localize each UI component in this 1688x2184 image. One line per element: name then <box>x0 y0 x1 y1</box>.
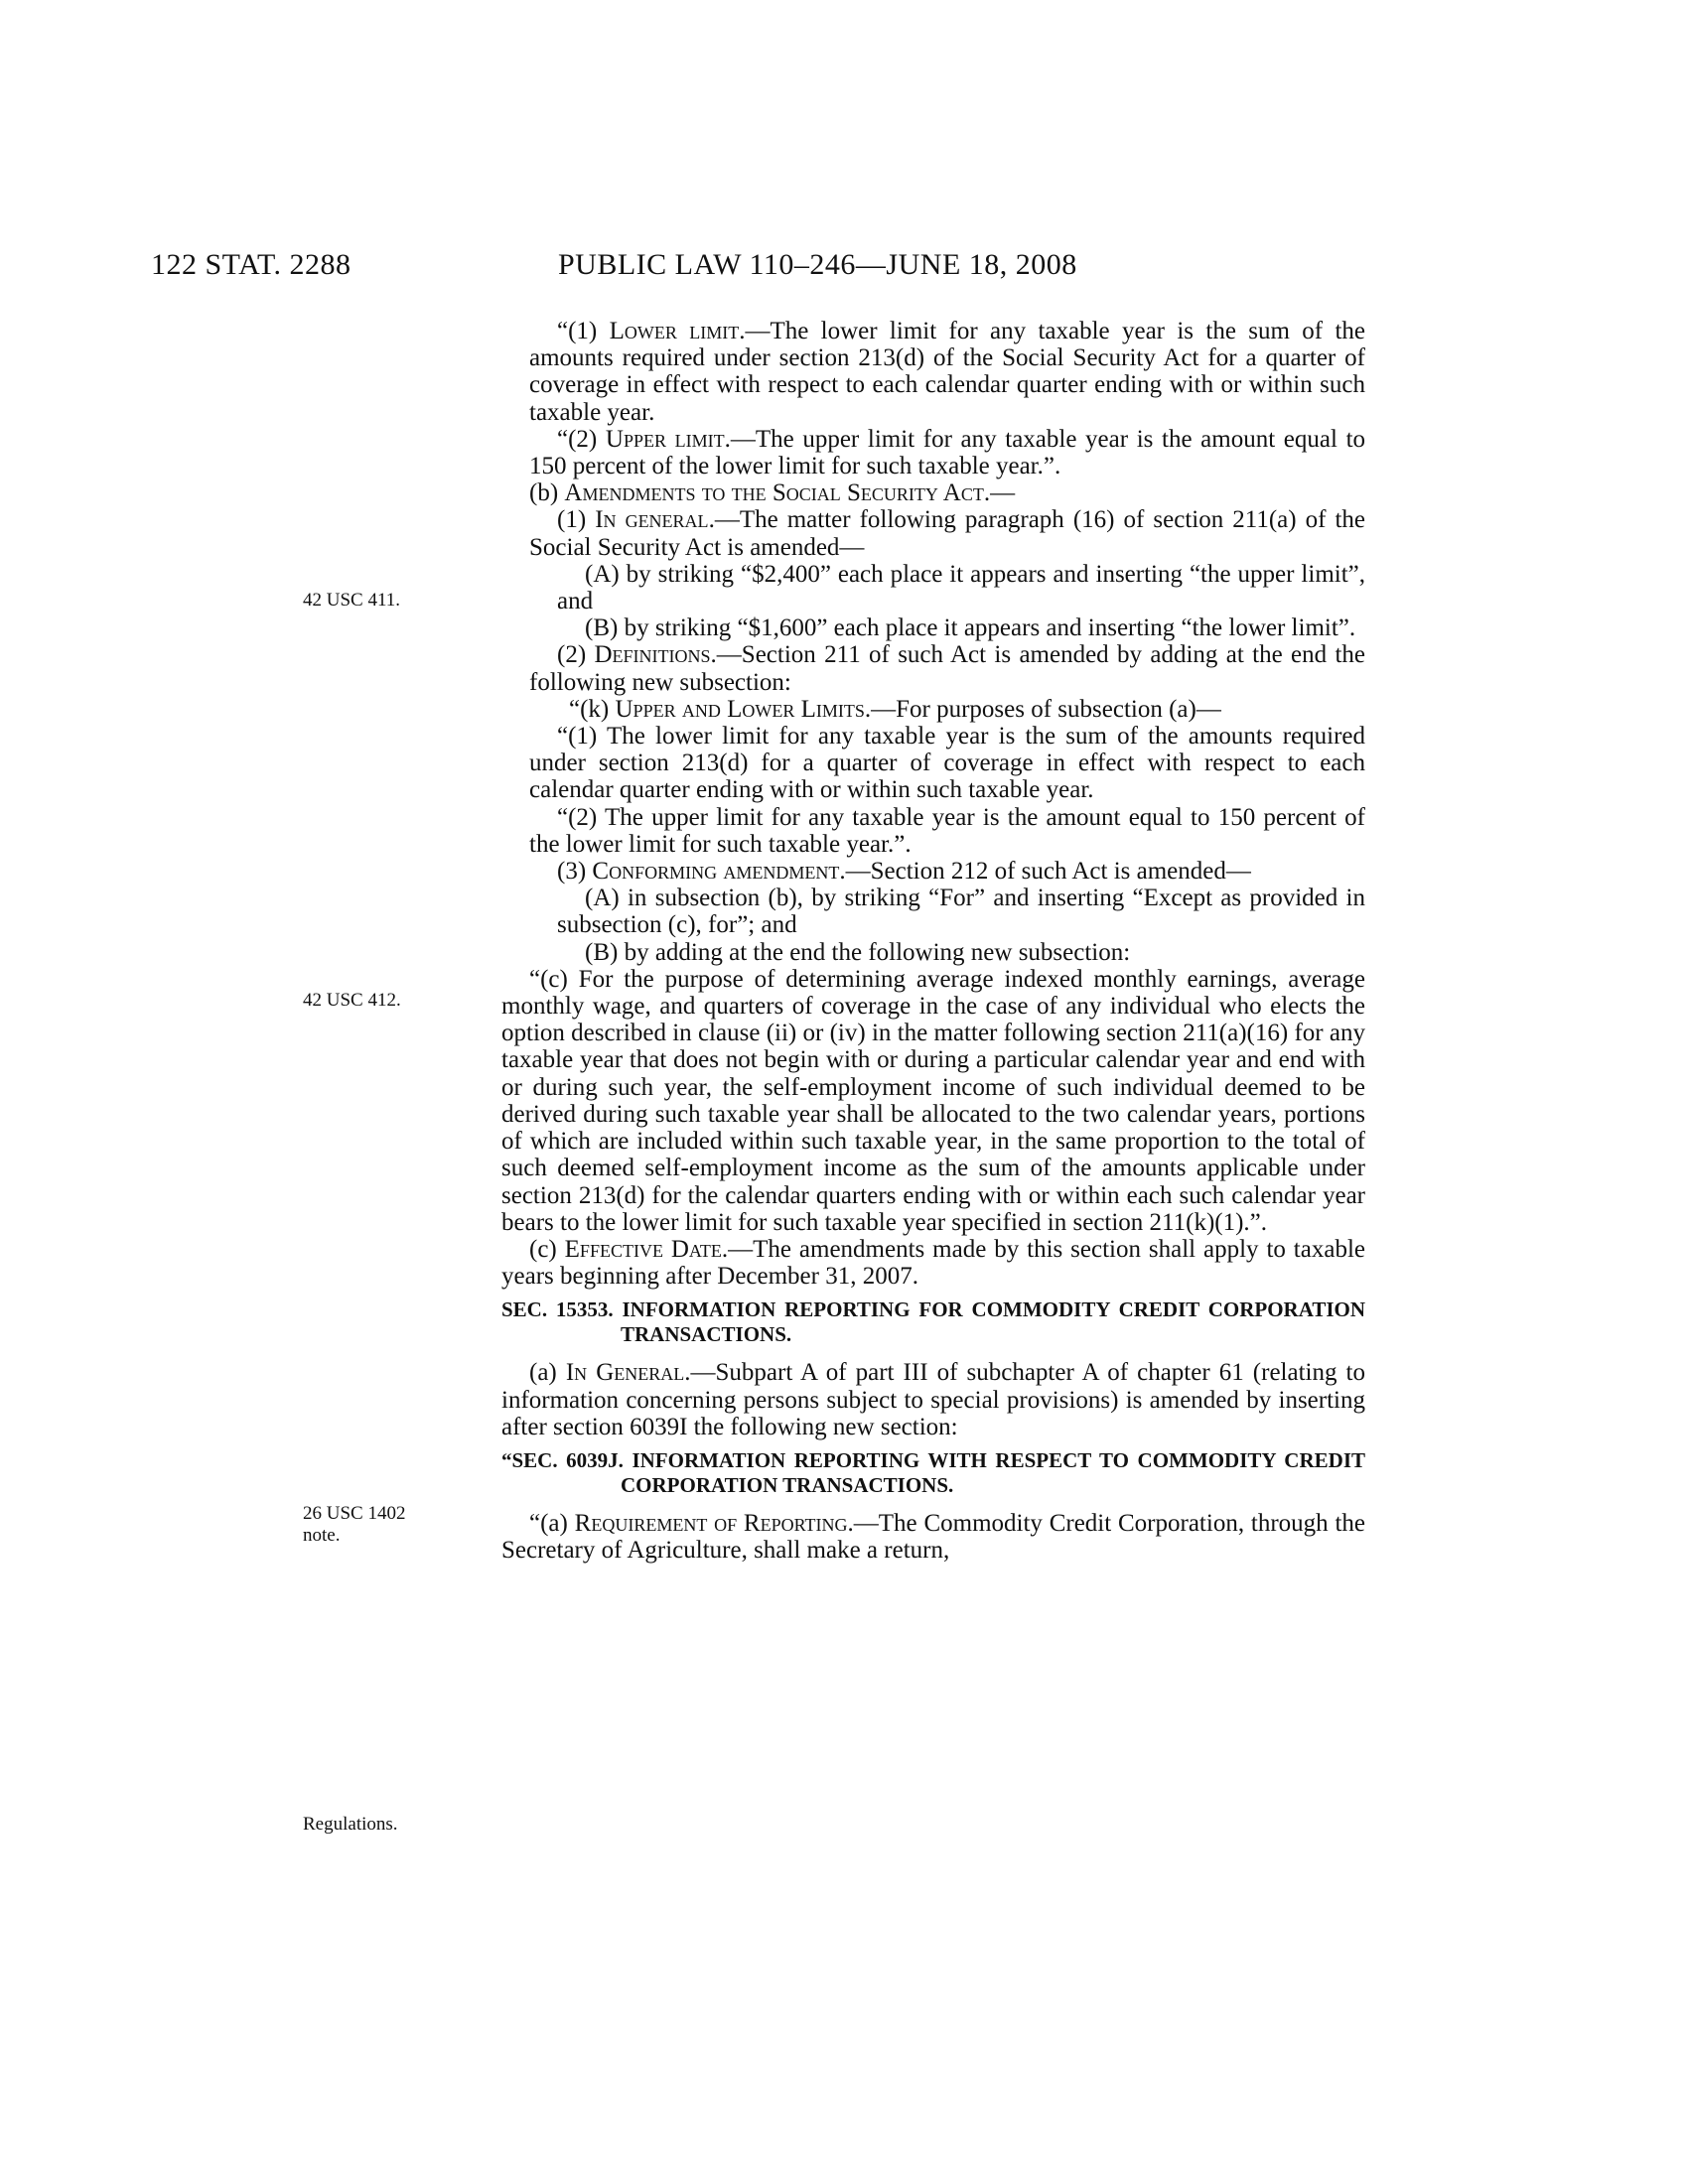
running-title: PUBLIC LAW 110–246—JUNE 18, 2008 <box>558 248 1077 281</box>
paragraph <box>501 426 1365 479</box>
margin-note-42-usc-411: 42 USC 411. <box>303 590 401 611</box>
paragraph <box>501 1510 1365 1564</box>
paragraph-text: .—Section 212 of such Act is amended— <box>839 858 1251 886</box>
paragraph-number: (1) <box>557 506 596 534</box>
paragraph-text: .— <box>983 479 1016 507</box>
margin-note-line: 26 USC 1402 <box>303 1503 406 1524</box>
paragraph-number: (a) <box>529 1359 566 1387</box>
paragraph-number: (b) <box>529 479 565 507</box>
paragraph-number: “(1) <box>557 318 610 344</box>
paragraph-number: “(a) <box>529 1509 575 1537</box>
paragraph: (B) by adding at the end the following new subsection: <box>585 938 1131 966</box>
margin-note-line: note. <box>303 1525 341 1546</box>
margin-note-26-usc-1402 <box>303 1503 452 1547</box>
paragraph: “(1) The lower limit for any taxable year is the sum of the amounts required under section 213(d) for a quarter of coverage in effect with respect to each calendar quarter ending with or within such taxable year. <box>529 723 1365 804</box>
paragraph-heading: Upper and Lower Limits <box>615 695 865 723</box>
paragraph-text: .—The amendments made by this section shall apply to taxable years beginning after December 31, 2007. <box>501 1235 1365 1291</box>
paragraph <box>462 696 1365 723</box>
paragraph-heading: Upper limit <box>605 425 725 453</box>
paragraph-number: (2) <box>557 641 595 669</box>
paragraph-heading: Conforming amendment <box>592 858 840 886</box>
paragraph: “(c) For the purpose of determining average indexed monthly earnings, average monthly wage, and quarters of coverage in the case of any individual who elects the option described in clause (ii) or (iv) in the matter following section 211(a)(16) for any taxable year that does not begin with or during a particular calendar year and end with or during such year, the self-employment income of such individual deemed to be derived during such taxable year shall be allocated to the two calendar years, portions of which are included within such taxable year, in the same proportion to the total of such deemed self-employment income as the sum of the amounts applicable under section 213(d) for the calendar quarters ending with or within each such calendar year bears to the lower limit for such taxable year specified in section 211(k)(1).”. <box>501 965 1365 1236</box>
paragraph-text: .—Section 211 of such Act is amended by adding at the end the following new subsection: <box>529 641 1365 696</box>
paragraph-number: (c) <box>529 1235 565 1263</box>
paragraph-heading: In general <box>595 506 709 534</box>
paragraph: (A) in subsection (b), by striking “For” and inserting “Except as provided in subsection (c), for”; and <box>557 885 1365 939</box>
paragraph <box>501 318 1365 426</box>
paragraph <box>501 641 1365 695</box>
paragraph-text: .—The lower limit for any taxable year is the sum of the amounts required under section 213(d) of the Social Security Act for a quarter of coverage in effect with respect to each calendar quarter ending with or within such taxable year. <box>529 318 1365 426</box>
paragraph <box>501 479 1365 506</box>
paragraph <box>501 1359 1365 1440</box>
paragraph <box>501 858 1365 885</box>
section-heading: SEC. 15353. INFORMATION REPORTING FOR COMMODITY CREDIT CORPORATION TRANSACTIONS. <box>501 1297 1365 1347</box>
statute-body <box>501 318 1365 1564</box>
paragraph-number: (3) <box>557 858 593 886</box>
paragraph: (B) by striking “$1,600” each place it appears and inserting “the lower limit”. <box>585 614 1356 642</box>
paragraph <box>501 506 1365 560</box>
paragraph-heading: Definitions <box>594 641 711 669</box>
section-heading: “SEC. 6039J. INFORMATION REPORTING WITH RESPECT TO COMMODITY CREDIT CORPORATION TRANSACTIONS. <box>501 1447 1365 1497</box>
paragraph-heading: Lower limit <box>609 318 740 344</box>
paragraph-number: “(2) <box>557 425 606 453</box>
paragraph-text: .—The upper limit for any taxable year is the amount equal to 150 percent of the lower limit for such taxable year.”. <box>529 425 1366 480</box>
paragraph-text: .—The Commodity Credit Corporation, through the Secretary of Agriculture, shall make a return, <box>501 1509 1365 1565</box>
paragraph <box>501 1236 1365 1290</box>
paragraph-heading: In General <box>565 1359 685 1387</box>
margin-note-regulations: Regulations. <box>303 1814 398 1835</box>
paragraph-heading: Amendments to the Social Security Act <box>564 479 984 507</box>
paragraph-heading: Requirement of Reporting <box>574 1509 848 1537</box>
paragraph-number: “(k) <box>569 695 616 723</box>
paragraph-text: .—For purposes of subsection (a)— <box>864 695 1221 723</box>
paragraph-text: .—The matter following paragraph (16) of section 211(a) of the Social Security Act is amended— <box>529 506 1366 561</box>
paragraph: (A) by striking “$2,400” each place it appears and inserting “the upper limit”, and <box>557 560 1365 615</box>
paragraph: “(2) The upper limit for any taxable year is the amount equal to 150 percent of the lower limit for such taxable year.”. <box>529 803 1365 858</box>
margin-note-42-usc-412: 42 USC 412. <box>303 990 401 1011</box>
paragraph-heading: Effective Date <box>564 1235 722 1263</box>
page-reference: 122 STAT. 2288 <box>151 248 352 281</box>
paragraph-text: .—Subpart A of part III of subchapter A of chapter 61 (relating to information concerning persons subject to special provisions) is amended by inserting after section 6039I the following new section: <box>501 1359 1366 1440</box>
